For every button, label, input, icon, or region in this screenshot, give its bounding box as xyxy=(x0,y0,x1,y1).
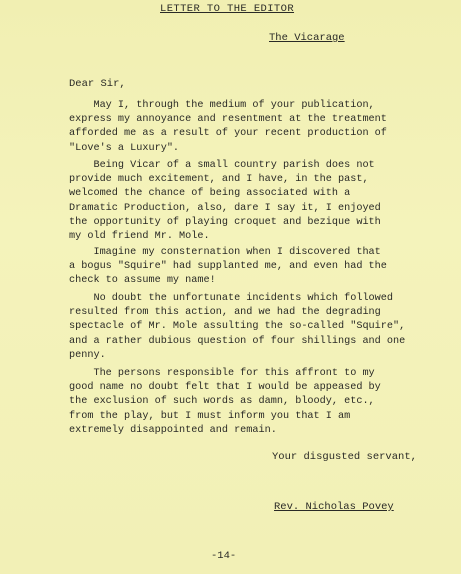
letter-paragraph xyxy=(69,246,387,289)
text-line: "Love's a Luxury". xyxy=(69,142,180,154)
text-line: express my annoyance and resentment at the treatment xyxy=(69,114,387,126)
text-line: afforded me as a result of your recent production of xyxy=(69,128,387,140)
text-line: Being Vicar of a small country parish does not xyxy=(69,160,375,171)
letter-paragraph xyxy=(69,99,387,156)
text-line: the opportunity of playing croquet and bezique with xyxy=(69,216,381,228)
closing-line: Your disgusted servant, xyxy=(272,451,417,463)
text-line: Dramatic Production, also, dare I say it, I enjoyed xyxy=(69,202,381,214)
text-line: Imagine my consternation when I discovered that xyxy=(69,247,381,258)
signature: Rev. Nicholas Povey xyxy=(274,501,394,513)
text-line: May I, through the medium of your publication, xyxy=(69,100,375,111)
text-line: provide much excitement, and I have, in the past, xyxy=(69,174,369,186)
text-line: resulted from this action, and we had the degrading xyxy=(69,307,381,319)
salutation: Dear Sir, xyxy=(69,78,126,90)
text-line: and a rather dubious question of four shillings and one xyxy=(69,335,406,347)
text-line: check to assume my name! xyxy=(69,275,216,287)
text-line: extremely disappointed and remain. xyxy=(69,424,277,436)
letter-heading: LETTER TO THE EDITOR xyxy=(160,3,295,15)
text-line: the exclusion of such words as damn, bloody, etc., xyxy=(69,396,375,408)
text-line: penny. xyxy=(69,349,106,361)
text-line: good name no doubt felt that I would be appeased by xyxy=(69,382,381,394)
text-line: The persons responsible for this affront to my xyxy=(69,368,375,379)
text-line: spectacle of Mr. Mole assulting the so-called "Squire", xyxy=(69,321,406,333)
letter-paragraph xyxy=(69,367,381,438)
text-line: from the play, but I must inform you that I am xyxy=(69,410,351,422)
text-line: a bogus "Squire" had supplanted me, and even had the xyxy=(69,261,387,273)
text-line: No doubt the unfortunate incidents which followed xyxy=(69,293,394,304)
letter-paragraph xyxy=(69,292,405,363)
text-line: my old friend Mr. Mole. xyxy=(69,231,210,243)
page-number: -14- xyxy=(211,550,237,562)
sender-address: The Vicarage xyxy=(269,32,345,44)
letter-paragraph xyxy=(69,159,381,244)
text-line: welcomed the chance of being associated with a xyxy=(69,188,351,200)
